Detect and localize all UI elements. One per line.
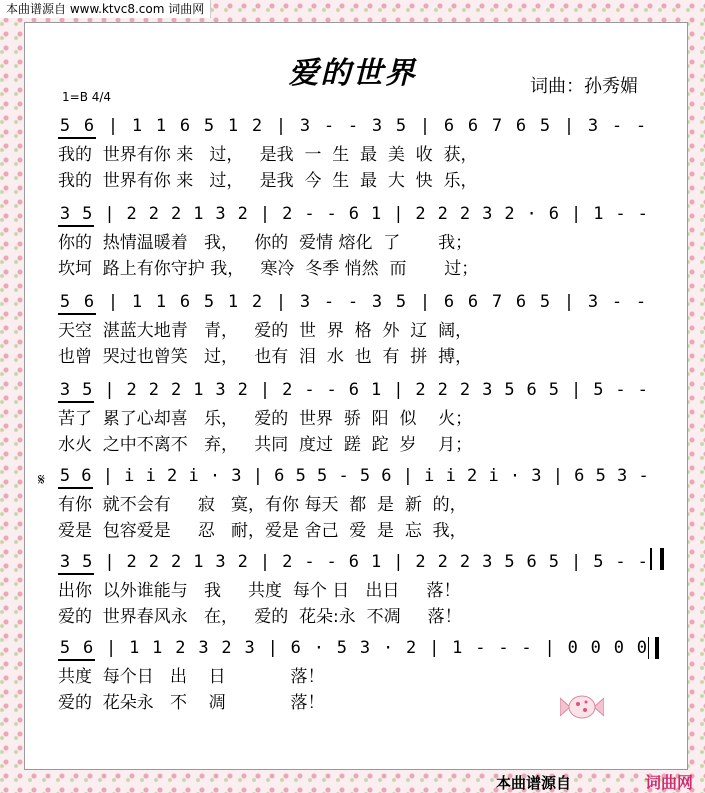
note: 7 <box>491 292 503 312</box>
lyric-line: 天空 湛蓝大地青 青， 爱的 世 界 格 外 辽 阔， <box>58 321 473 341</box>
lyric-line: 苦了 累了心却喜 乐， 爱的 世界 骄 阳 似 火； <box>58 409 473 429</box>
note: 3 <box>482 204 493 224</box>
note: 2 <box>170 204 182 224</box>
score-system <box>58 114 668 192</box>
note: 3 <box>59 204 71 224</box>
note: 3 <box>198 638 209 658</box>
note: 3 <box>482 552 493 572</box>
note: 1 <box>227 116 239 136</box>
note: 2 <box>170 552 182 572</box>
note: 6 <box>381 466 392 486</box>
footer-source: 本曲谱源自 <box>496 774 572 792</box>
note: - <box>304 204 315 224</box>
note: 5 <box>59 292 71 312</box>
note: 6 <box>526 552 537 572</box>
note: 6 <box>83 116 95 136</box>
note: 2 <box>282 552 293 572</box>
lyric-line: 共度 每个日 出 日 落！ <box>58 667 325 687</box>
note: 6 <box>348 552 359 572</box>
notation-row <box>58 464 668 490</box>
note: - <box>326 552 337 572</box>
barline: | <box>104 380 115 400</box>
note: - <box>521 638 532 658</box>
note: 5 <box>504 380 515 400</box>
barline: | <box>544 638 555 658</box>
note: 6 <box>81 466 92 486</box>
barline: | <box>570 552 582 572</box>
note: 6 <box>548 204 559 224</box>
note: 3 <box>359 638 371 658</box>
note: 3 <box>587 116 599 136</box>
barline: | <box>419 116 431 136</box>
lyric-line: 你的 热情温暖着 我， 你的 爱情 熔化 了 我； <box>58 233 473 253</box>
note: 5 <box>548 380 559 400</box>
barline: | <box>570 204 582 224</box>
barline: | <box>393 552 404 572</box>
note: i <box>188 466 199 486</box>
note: 3 <box>482 380 493 400</box>
note: 3 <box>215 204 226 224</box>
note: 6 <box>83 292 95 312</box>
note: 2 <box>504 204 515 224</box>
note: - <box>637 380 648 400</box>
barline: | <box>402 466 413 486</box>
barline: | <box>429 638 440 658</box>
note: 2 <box>459 204 471 224</box>
note: 2 <box>415 204 426 224</box>
notation-row <box>58 202 668 228</box>
note: 2 <box>237 552 248 572</box>
note: · <box>382 638 394 658</box>
note: 6 <box>348 380 359 400</box>
note: 1 <box>155 116 167 136</box>
note: 5 <box>395 292 407 312</box>
note: 5 <box>59 638 71 658</box>
note: 6 <box>443 116 455 136</box>
barline: | <box>259 380 271 400</box>
beam-underline <box>58 313 96 315</box>
note: · <box>209 466 221 486</box>
barline: | <box>106 638 117 658</box>
note: 6 <box>574 466 585 486</box>
note: 3 <box>371 292 383 312</box>
note: 2 <box>437 552 448 572</box>
notation-row <box>58 290 668 316</box>
note: 6 <box>515 116 527 136</box>
note: 2 <box>126 380 137 400</box>
note: 3 <box>215 380 226 400</box>
note: 0 <box>590 638 601 658</box>
note: i <box>445 466 456 486</box>
note: 2 <box>126 552 137 572</box>
note: i <box>124 466 135 486</box>
note: 3 <box>59 380 71 400</box>
note: 6 <box>348 204 359 224</box>
note: - <box>347 292 359 312</box>
note: 5 <box>359 466 371 486</box>
barline: | <box>102 466 113 486</box>
final-barline <box>648 637 659 659</box>
note: 2 <box>237 204 248 224</box>
barline: | <box>393 204 404 224</box>
note: - <box>338 466 349 486</box>
note: 1 <box>370 204 382 224</box>
score-system <box>58 290 668 368</box>
note: 2 <box>251 116 263 136</box>
note: 6 <box>290 638 301 658</box>
note: 3 <box>244 638 255 658</box>
barline: | <box>552 466 563 486</box>
note: 6 <box>179 116 191 136</box>
note: 2 <box>415 552 426 572</box>
score-system <box>58 378 668 456</box>
notation-row <box>58 114 668 140</box>
lyric-line: 坎坷 路上有你守护 我， 寒冷 冬季 悄然 而 过； <box>58 259 479 279</box>
note: 1 <box>155 292 167 312</box>
note: 2 <box>126 204 137 224</box>
footer-site: 词曲网 <box>644 773 693 792</box>
beam-underline <box>58 225 94 227</box>
note: 5 <box>59 466 71 486</box>
note: 2 <box>175 638 186 658</box>
beam-underline <box>58 401 94 403</box>
note: 2 <box>282 380 293 400</box>
beam-underline <box>58 659 95 661</box>
score-system <box>58 550 668 628</box>
note: 3 <box>587 292 599 312</box>
note: 3 <box>299 292 311 312</box>
lyric-line: 爱是 包容爱是 忍 耐，爱是 舍己 爱 是 忘 我， <box>58 521 467 541</box>
note: 5 <box>82 380 93 400</box>
beam-underline <box>58 487 93 489</box>
note: 1 <box>152 638 163 658</box>
note: 2 <box>251 292 263 312</box>
note: 1 <box>193 380 204 400</box>
barline: | <box>275 116 287 136</box>
barline: | <box>267 638 278 658</box>
note: 1 <box>131 292 143 312</box>
note: · <box>509 466 521 486</box>
note: 2 <box>221 638 232 658</box>
segno-icon: 𝄋 <box>38 470 45 489</box>
note: - <box>637 552 648 572</box>
note: 6 <box>467 292 479 312</box>
note: - <box>615 380 626 400</box>
note: - <box>611 292 623 312</box>
lyric-line: 我的 世界有你 来 过， 是我 今 生 最 大 快 乐， <box>58 171 478 191</box>
note: - <box>615 552 626 572</box>
barline: | <box>259 204 271 224</box>
note: 5 <box>593 380 604 400</box>
note: 5 <box>593 552 604 572</box>
note: - <box>637 204 648 224</box>
note: - <box>323 292 335 312</box>
note: 5 <box>203 292 215 312</box>
barline: | <box>252 466 263 486</box>
barline: | <box>419 292 431 312</box>
note: 2 <box>237 380 248 400</box>
barline: | <box>275 292 287 312</box>
barline: | <box>393 380 404 400</box>
note: 6 <box>526 380 537 400</box>
score-system <box>58 464 668 542</box>
note: - <box>638 466 649 486</box>
beam-underline <box>58 573 94 575</box>
key-signature: 1=B 4/4 <box>62 90 112 104</box>
note: 0 <box>613 638 624 658</box>
note: - <box>615 204 626 224</box>
note: 1 <box>131 116 143 136</box>
note: 1 <box>193 204 204 224</box>
note: - <box>323 116 335 136</box>
note: 5 <box>203 116 215 136</box>
note: i <box>424 466 435 486</box>
note: 5 <box>539 292 551 312</box>
beam-underline <box>58 137 96 139</box>
note: - <box>611 116 623 136</box>
note: - <box>326 204 337 224</box>
note: 1 <box>593 204 604 224</box>
note: 5 <box>539 116 551 136</box>
lyric-line: 爱的 世界春风永 在， 爱的 花朵:永 不凋 落！ <box>58 607 462 627</box>
barline: | <box>104 204 115 224</box>
note: 7 <box>491 116 503 136</box>
note: 5 <box>295 466 306 486</box>
lyric-line: 有你 就不会有 寂 寞，有你 每天 都 是 新 的， <box>58 495 467 515</box>
note: · <box>313 638 324 658</box>
notation-row <box>58 378 668 404</box>
note: 1 <box>452 638 463 658</box>
repeat-barline <box>650 548 664 570</box>
note: 3 <box>231 466 242 486</box>
note: 5 <box>317 466 328 486</box>
note: 5 <box>82 204 93 224</box>
candy-icon <box>560 692 604 722</box>
song-title: 爱的世界 <box>288 56 417 91</box>
note: 1 <box>129 638 140 658</box>
note: 6 <box>179 292 191 312</box>
note: 0 <box>636 638 648 658</box>
note: - <box>498 638 509 658</box>
barline: | <box>107 292 119 312</box>
note: 2 <box>437 204 448 224</box>
barline: | <box>570 380 582 400</box>
note: 2 <box>167 466 178 486</box>
note: 3 <box>299 116 311 136</box>
note: 0 <box>567 638 578 658</box>
note: 2 <box>459 552 471 572</box>
note: 6 <box>82 638 94 658</box>
lyric-line: 出你 以外谁能与 我 共度 每个 日 出日 落！ <box>58 581 461 601</box>
note: - <box>635 116 647 136</box>
lyric-line: 也曾 哭过也曾笑 过， 也有 泪 水 也 有 拼 搏， <box>58 347 473 367</box>
note: 2 <box>406 638 417 658</box>
score-system <box>58 202 668 280</box>
note: 2 <box>459 380 471 400</box>
note: 5 <box>336 638 348 658</box>
note: 5 <box>82 552 93 572</box>
note: 1 <box>227 292 239 312</box>
note: · <box>526 204 537 224</box>
note: 5 <box>595 466 606 486</box>
note: 1 <box>370 380 382 400</box>
note: 3 <box>617 466 628 486</box>
note: 1 <box>370 552 382 572</box>
note: - <box>635 292 647 312</box>
credit: 词曲：孙秀媚 <box>530 76 638 97</box>
note: 2 <box>467 466 478 486</box>
barline: | <box>563 116 575 136</box>
note: i <box>145 466 156 486</box>
note: 5 <box>59 116 71 136</box>
lyric-line: 我的 世界有你 来 过， 是我 一 生 最 美 收 获， <box>58 145 478 165</box>
note: 5 <box>504 552 515 572</box>
note: 1 <box>193 552 204 572</box>
note: - <box>475 638 486 658</box>
lyric-line: 水火 之中不离不 弃， 共同 度过 蹉 跎 岁 月； <box>58 435 473 455</box>
barline: | <box>104 552 115 572</box>
note: 2 <box>148 380 159 400</box>
note: 5 <box>548 552 559 572</box>
note: 6 <box>443 292 455 312</box>
barline: | <box>563 292 575 312</box>
note: - <box>304 552 315 572</box>
note: - <box>347 116 359 136</box>
note: 2 <box>282 204 293 224</box>
note: 5 <box>395 116 407 136</box>
note: 3 <box>59 552 71 572</box>
note: 2 <box>437 380 448 400</box>
note: 6 <box>274 466 285 486</box>
note: 2 <box>148 552 159 572</box>
note: - <box>304 380 315 400</box>
note: - <box>326 380 337 400</box>
watermark-top: 本曲谱源自 www.ktvc8.com 词曲网 <box>0 0 211 18</box>
barline: | <box>107 116 119 136</box>
barline: | <box>259 552 271 572</box>
note: 3 <box>531 466 542 486</box>
note: 3 <box>371 116 383 136</box>
note: 3 <box>215 552 226 572</box>
note: 2 <box>170 380 182 400</box>
notation-row <box>58 550 668 576</box>
note: 6 <box>515 292 527 312</box>
notation-row <box>58 636 668 662</box>
note: i <box>488 466 499 486</box>
note: 2 <box>415 380 426 400</box>
note: 6 <box>467 116 479 136</box>
note: 2 <box>148 204 159 224</box>
lyric-line: 爱的 花朵永 不 凋 落！ <box>58 693 325 713</box>
